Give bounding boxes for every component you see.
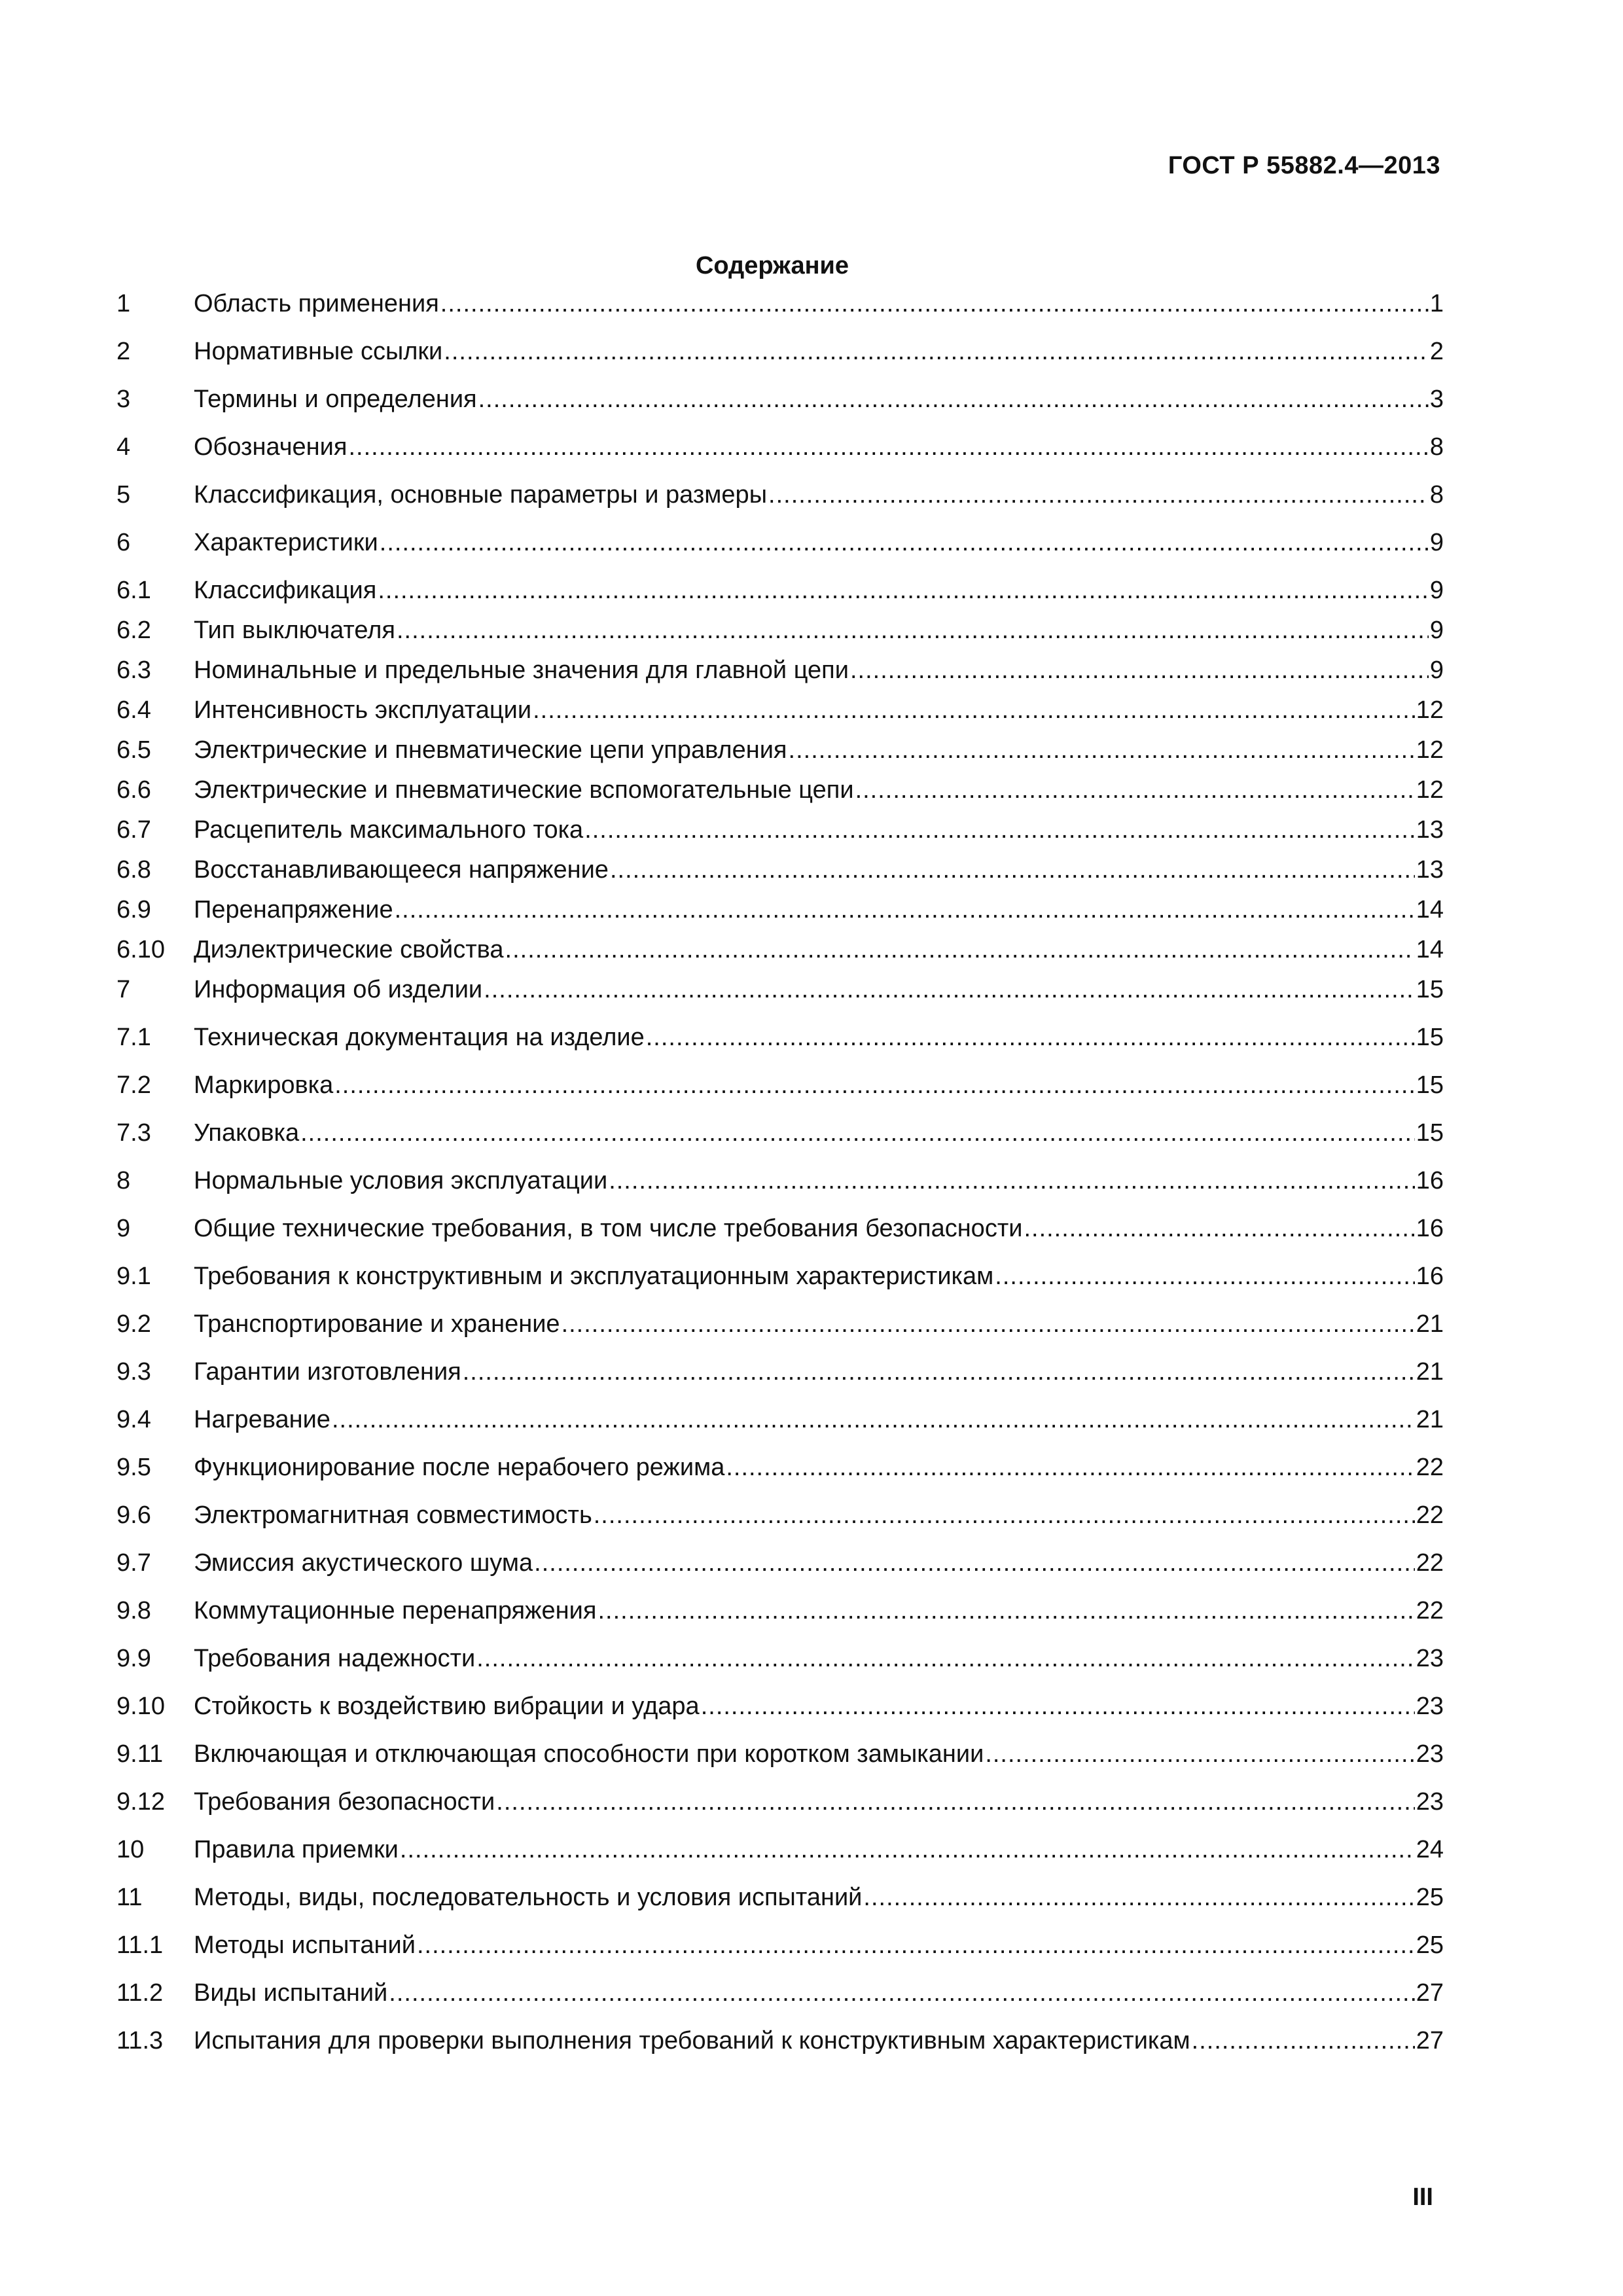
- toc-entry-number: 3: [116, 386, 131, 413]
- toc-entry[interactable]: [116, 1357, 1444, 1405]
- toc-entry-page: 23: [1416, 1740, 1444, 1768]
- toc-entry-page: 9: [1429, 529, 1444, 556]
- toc-entry-title: Перенапряжение: [194, 896, 393, 924]
- toc-dot-leader: [1192, 2026, 1415, 2056]
- toc-entry-number: 6.2: [116, 617, 151, 644]
- toc-entry-number: 7.3: [116, 1119, 151, 1147]
- toc-entry-title: Классификация: [194, 577, 377, 604]
- toc-entry-title: Общие технические требования, в том числе требования безопасности: [194, 1215, 1023, 1242]
- toc-dot-leader: [476, 1644, 1414, 1674]
- toc-entry[interactable]: [116, 1071, 1444, 1119]
- toc-dot-leader: [348, 433, 1428, 462]
- toc-entry-title: Электрические и пневматические вспомогательные цепи: [194, 776, 854, 804]
- toc-entry-number: 11.3: [116, 2027, 164, 2054]
- toc-entry[interactable]: [116, 433, 1444, 480]
- toc-entry-number: 7: [116, 976, 131, 1003]
- toc-entry-title: Методы испытаний: [194, 1931, 416, 1959]
- toc-entry-title: Транспортирование и хранение: [194, 1310, 560, 1338]
- toc-entry-page: 21: [1416, 1310, 1444, 1338]
- table-of-contents: [116, 289, 1444, 2074]
- toc-entry[interactable]: [116, 337, 1444, 385]
- toc-entry[interactable]: [116, 855, 1444, 895]
- toc-entry[interactable]: [116, 289, 1444, 337]
- toc-entry-title: Коммутационные перенапряжения: [194, 1597, 597, 1624]
- toc-dot-leader: [378, 576, 1429, 605]
- toc-entry-page: 25: [1416, 1884, 1444, 1911]
- toc-entry-page: 9: [1429, 656, 1444, 684]
- toc-dot-leader: [484, 975, 1415, 1005]
- toc-entry-page: 16: [1416, 1263, 1444, 1290]
- toc-entry-number: 8: [116, 1167, 131, 1194]
- page-number: III: [1412, 2183, 1433, 2211]
- toc-entry-title: Тип выключателя: [194, 617, 395, 644]
- toc-entry-page: 12: [1416, 696, 1444, 724]
- toc-entry-page: 15: [1416, 1119, 1444, 1147]
- toc-entry[interactable]: [116, 935, 1444, 975]
- toc-dot-leader: [863, 1883, 1414, 1912]
- toc-entry-page: 15: [1416, 1071, 1444, 1099]
- toc-entry-number: 1: [116, 290, 131, 317]
- toc-entry-number: 6.1: [116, 577, 151, 604]
- toc-entry[interactable]: [116, 1119, 1444, 1166]
- toc-entry-title: Электрические и пневматические цепи управления: [194, 736, 787, 764]
- toc-dot-leader: [597, 1596, 1414, 1626]
- toc-entry-number: 11: [116, 1884, 143, 1911]
- toc-entry-title: Требования надежности: [194, 1645, 476, 1672]
- toc-entry[interactable]: [116, 576, 1444, 616]
- toc-entry-page: 15: [1416, 1024, 1444, 1051]
- toc-entry-title: Диэлектрические свойства: [194, 936, 504, 963]
- toc-entry-number: 10: [116, 1836, 145, 1863]
- toc-title: Содержание: [695, 252, 849, 279]
- toc-entry-page: 22: [1416, 1597, 1444, 1624]
- toc-dot-leader: [584, 816, 1415, 845]
- toc-entry-title: Интенсивность эксплуатации: [194, 696, 532, 724]
- toc-dot-leader: [562, 1310, 1415, 1339]
- toc-entry-title: Техническая документация на изделие: [194, 1024, 645, 1051]
- toc-dot-leader: [533, 696, 1415, 725]
- toc-entry-number: 9.4: [116, 1406, 151, 1433]
- toc-entry-title: Методы, виды, последовательность и условия испытаний: [194, 1884, 863, 1911]
- toc-entry-number: 9.9: [116, 1645, 151, 1672]
- toc-entry[interactable]: [116, 1166, 1444, 1214]
- toc-entry-page: 15: [1416, 976, 1444, 1003]
- toc-entry[interactable]: [116, 656, 1444, 696]
- toc-entry-number: 6.3: [116, 656, 151, 684]
- toc-entry-number: 6.8: [116, 856, 151, 884]
- toc-entry-number: 7.2: [116, 1071, 151, 1099]
- toc-dot-leader: [850, 656, 1429, 685]
- toc-entry[interactable]: [116, 1453, 1444, 1501]
- toc-entry-page: 3: [1429, 386, 1444, 413]
- toc-dot-leader: [380, 528, 1429, 558]
- toc-entry[interactable]: [116, 528, 1444, 576]
- toc-entry[interactable]: [116, 1787, 1444, 1835]
- toc-entry-number: 6.10: [116, 936, 165, 963]
- toc-dot-leader: [440, 289, 1429, 319]
- toc-entry[interactable]: [116, 1692, 1444, 1740]
- toc-entry-title: Маркировка: [194, 1071, 334, 1099]
- toc-entry-number: 9.8: [116, 1597, 151, 1624]
- toc-dot-leader: [334, 1071, 1414, 1100]
- toc-entry-number: 9.1: [116, 1263, 151, 1290]
- toc-entry-number: 6.9: [116, 896, 151, 924]
- toc-dot-leader: [300, 1119, 1415, 1148]
- toc-entry-title: Упаковка: [194, 1119, 300, 1147]
- toc-entry-page: 9: [1429, 577, 1444, 604]
- toc-entry-number: 9.11: [116, 1740, 164, 1768]
- toc-dot-leader: [444, 337, 1429, 367]
- toc-entry-page: 23: [1416, 1645, 1444, 1672]
- toc-entry-page: 21: [1416, 1406, 1444, 1433]
- toc-entry[interactable]: [116, 1883, 1444, 1931]
- toc-entry-title: Характеристики: [194, 529, 378, 556]
- toc-entry[interactable]: [116, 696, 1444, 736]
- toc-entry-page: 21: [1416, 1358, 1444, 1386]
- toc-entry-page: 16: [1416, 1167, 1444, 1194]
- toc-entry-page: 23: [1416, 1788, 1444, 1816]
- toc-entry-title: Расцепитель максимального тока: [194, 816, 584, 844]
- toc-dot-leader: [534, 1549, 1415, 1578]
- toc-entry[interactable]: [116, 1931, 1444, 1979]
- toc-entry-title: Номинальные и предельные значения для главной цепи: [194, 656, 849, 684]
- toc-dot-leader: [478, 385, 1429, 414]
- toc-entry[interactable]: [116, 776, 1444, 816]
- toc-entry-title: Включающая и отключающая способности при коротком замыкании: [194, 1740, 984, 1768]
- toc-entry[interactable]: [116, 385, 1444, 433]
- toc-dot-leader: [610, 855, 1415, 885]
- toc-entry-page: 12: [1416, 776, 1444, 804]
- toc-entry-number: 7.1: [116, 1024, 151, 1051]
- toc-entry-page: 16: [1416, 1215, 1444, 1242]
- toc-dot-leader: [768, 480, 1429, 510]
- toc-entry-number: 9.5: [116, 1454, 151, 1481]
- toc-entry[interactable]: [116, 1596, 1444, 1644]
- toc-entry[interactable]: [116, 1979, 1444, 2026]
- toc-entry-page: 8: [1429, 433, 1444, 461]
- toc-entry[interactable]: [116, 1023, 1444, 1071]
- toc-dot-leader: [985, 1740, 1414, 1769]
- toc-entry-title: Термины и определения: [194, 386, 477, 413]
- toc-dot-leader: [789, 736, 1415, 765]
- toc-dot-leader: [594, 1501, 1415, 1530]
- document-standard-number: ГОСТ Р 55882.4—2013: [1168, 152, 1440, 179]
- toc-dot-leader: [395, 895, 1415, 925]
- toc-entry-page: 9: [1429, 617, 1444, 644]
- toc-entry-page: 23: [1416, 1693, 1444, 1720]
- toc-entry[interactable]: [116, 1740, 1444, 1787]
- toc-dot-leader: [855, 776, 1415, 805]
- toc-entry-page: 12: [1416, 736, 1444, 764]
- toc-entry-title: Электромагнитная совместимость: [194, 1501, 592, 1529]
- toc-entry[interactable]: [116, 736, 1444, 776]
- toc-entry-title: Обозначения: [194, 433, 348, 461]
- toc-entry-title: Требования безопасности: [194, 1788, 495, 1816]
- toc-entry[interactable]: [116, 1835, 1444, 1883]
- toc-entry-title: Правила приемки: [194, 1836, 399, 1863]
- toc-entry-number: 11.2: [116, 1979, 164, 2007]
- toc-entry-title: Испытания для проверки выполнения требований к конструктивным характеристикам: [194, 2027, 1190, 2054]
- toc-entry[interactable]: [116, 1644, 1444, 1692]
- toc-entry[interactable]: [116, 1214, 1444, 1262]
- toc-entry[interactable]: [116, 1262, 1444, 1310]
- toc-entry-number: 6.4: [116, 696, 151, 724]
- toc-entry-number: 9.7: [116, 1549, 151, 1577]
- toc-entry-title: Восстанавливающееся напряжение: [194, 856, 609, 884]
- toc-entry-number: 4: [116, 433, 131, 461]
- toc-entry-title: Нормальные условия эксплуатации: [194, 1167, 608, 1194]
- toc-entry[interactable]: [116, 2026, 1444, 2074]
- toc-dot-leader: [505, 935, 1415, 965]
- toc-entry-title: Виды испытаний: [194, 1979, 388, 2007]
- toc-entry-number: 6.6: [116, 776, 151, 804]
- toc-entry[interactable]: [116, 1310, 1444, 1357]
- toc-entry[interactable]: [116, 895, 1444, 935]
- toc-entry-page: 22: [1416, 1454, 1444, 1481]
- toc-entry-title: Область применения: [194, 290, 439, 317]
- toc-entry-title: Нормативные ссылки: [194, 338, 443, 365]
- toc-entry-page: 25: [1416, 1931, 1444, 1959]
- toc-entry-title: Нагревание: [194, 1406, 330, 1433]
- toc-entry-title: Гарантии изготовления: [194, 1358, 461, 1386]
- toc-entry-number: 6.7: [116, 816, 151, 844]
- toc-entry[interactable]: [116, 480, 1444, 528]
- toc-entry-number: 6: [116, 529, 131, 556]
- toc-dot-leader: [726, 1453, 1414, 1482]
- toc-dot-leader: [389, 1979, 1414, 2008]
- toc-entry-number: 9.2: [116, 1310, 151, 1338]
- toc-entry[interactable]: [116, 816, 1444, 855]
- toc-entry-page: 2: [1429, 338, 1444, 365]
- toc-entry-title: Стойкость к воздействию вибрации и удара: [194, 1693, 700, 1720]
- toc-entry[interactable]: [116, 1549, 1444, 1596]
- toc-entry-title: Эмиссия акустического шума: [194, 1549, 533, 1577]
- toc-entry-title: Функционирование после нерабочего режима: [194, 1454, 725, 1481]
- toc-entry-page: 1: [1429, 290, 1444, 317]
- toc-dot-leader: [701, 1692, 1415, 1721]
- toc-dot-leader: [995, 1262, 1414, 1291]
- toc-dot-leader: [609, 1166, 1415, 1196]
- toc-entry-number: 5: [116, 481, 131, 509]
- toc-entry-number: 9.12: [116, 1788, 165, 1816]
- toc-entry[interactable]: [116, 616, 1444, 656]
- toc-entry-title: Требования к конструктивным и эксплуатационным характеристикам: [194, 1263, 994, 1290]
- toc-entry-page: 14: [1416, 936, 1444, 963]
- toc-entry-page: 27: [1416, 1979, 1444, 2007]
- toc-entry[interactable]: [116, 975, 1444, 1023]
- toc-entry-title: Классификация, основные параметры и размеры: [194, 481, 768, 509]
- toc-dot-leader: [496, 1787, 1414, 1817]
- toc-entry[interactable]: [116, 1405, 1444, 1453]
- toc-dot-leader: [1024, 1214, 1414, 1244]
- toc-entry[interactable]: [116, 1501, 1444, 1549]
- toc-dot-leader: [463, 1357, 1415, 1387]
- toc-entry-number: 9: [116, 1215, 131, 1242]
- toc-entry-page: 22: [1416, 1501, 1444, 1529]
- toc-entry-number: 9.10: [116, 1693, 165, 1720]
- toc-dot-leader: [400, 1835, 1415, 1865]
- toc-entry-page: 22: [1416, 1549, 1444, 1577]
- toc-entry-page: 14: [1416, 896, 1444, 924]
- toc-entry-number: 6.5: [116, 736, 151, 764]
- toc-dot-leader: [646, 1023, 1415, 1052]
- toc-dot-leader: [332, 1405, 1415, 1435]
- toc-entry-page: 27: [1416, 2027, 1444, 2054]
- toc-dot-leader: [417, 1931, 1415, 1960]
- toc-entry-page: 13: [1416, 856, 1444, 884]
- toc-entry-number: 9.6: [116, 1501, 151, 1529]
- toc-entry-number: 11.1: [116, 1931, 164, 1959]
- toc-entry-page: 13: [1416, 816, 1444, 844]
- toc-entry-page: 8: [1429, 481, 1444, 509]
- toc-entry-page: 24: [1416, 1836, 1444, 1863]
- toc-entry-title: Информация об изделии: [194, 976, 483, 1003]
- toc-entry-number: 9.3: [116, 1358, 151, 1386]
- toc-dot-leader: [397, 616, 1429, 645]
- toc-entry-number: 2: [116, 338, 131, 365]
